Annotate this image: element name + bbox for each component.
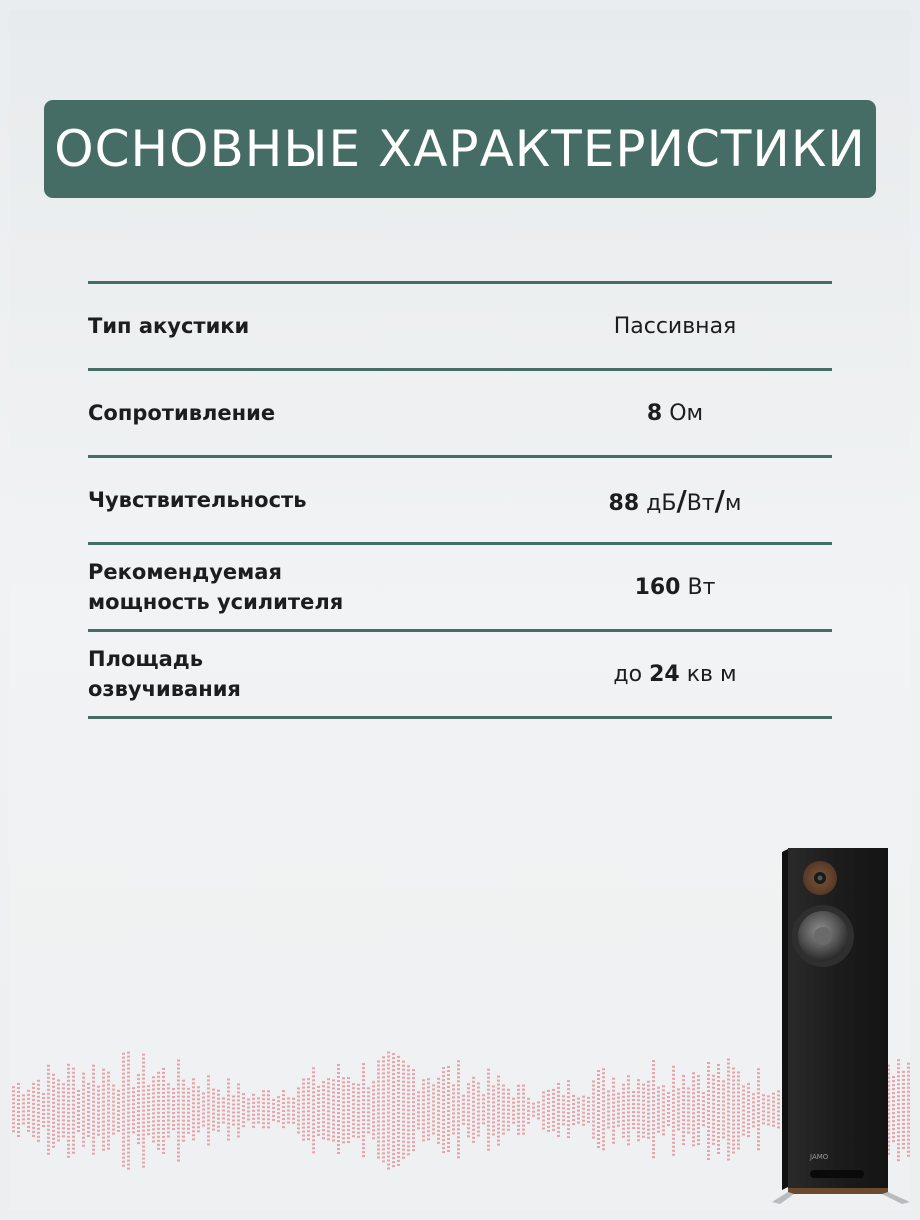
divider <box>88 716 832 719</box>
spec-value <box>478 662 832 687</box>
spec-row-sensitivity <box>88 458 832 542</box>
spec-value-text: Пассивная <box>613 313 737 339</box>
page-title: ОСНОВНЫЕ ХАРАКТЕРИСТИКИ <box>54 120 866 178</box>
spec-label-line: мощность усилителя <box>88 590 344 614</box>
spec-value <box>478 314 832 339</box>
slash-separator: / <box>714 483 725 517</box>
spec-label-line: Рекомендуемая <box>88 560 282 584</box>
spec-number: 160 <box>634 574 681 600</box>
spec-row-coverage-area <box>88 632 832 716</box>
spec-label <box>88 557 478 617</box>
spec-label: Тип акустики <box>88 314 250 338</box>
title-banner <box>44 100 876 198</box>
spec-label: Чувствительность <box>88 488 307 512</box>
spec-value <box>478 401 832 426</box>
specs-table <box>88 281 832 719</box>
spec-unit-m: м <box>724 490 742 516</box>
spec-unit-w: Вт <box>686 490 715 516</box>
spec-prefix: до <box>613 661 643 687</box>
spec-value <box>478 575 832 600</box>
spec-number: 24 <box>649 661 680 687</box>
spec-label-line: Площадь <box>88 647 204 671</box>
spec-number: 88 <box>608 490 640 516</box>
slash-separator: / <box>676 483 687 517</box>
spec-unit: Ом <box>669 400 704 426</box>
spec-label: Сопротивление <box>88 401 276 425</box>
spec-unit-db: дБ <box>646 490 677 516</box>
spec-label-line: озвучивания <box>88 677 241 701</box>
spec-row-impedance <box>88 371 832 455</box>
floorstanding-speaker-image <box>768 848 916 1208</box>
spec-value <box>478 484 832 517</box>
spec-row-amplifier-power <box>88 545 832 629</box>
spec-unit: Вт <box>687 574 716 600</box>
speaker-brand-logo: JAMO <box>810 1153 829 1161</box>
spec-label <box>88 644 478 704</box>
spec-row-acoustic-type <box>88 284 832 368</box>
spec-unit: кв м <box>686 661 737 687</box>
spec-number: 8 <box>646 400 663 426</box>
